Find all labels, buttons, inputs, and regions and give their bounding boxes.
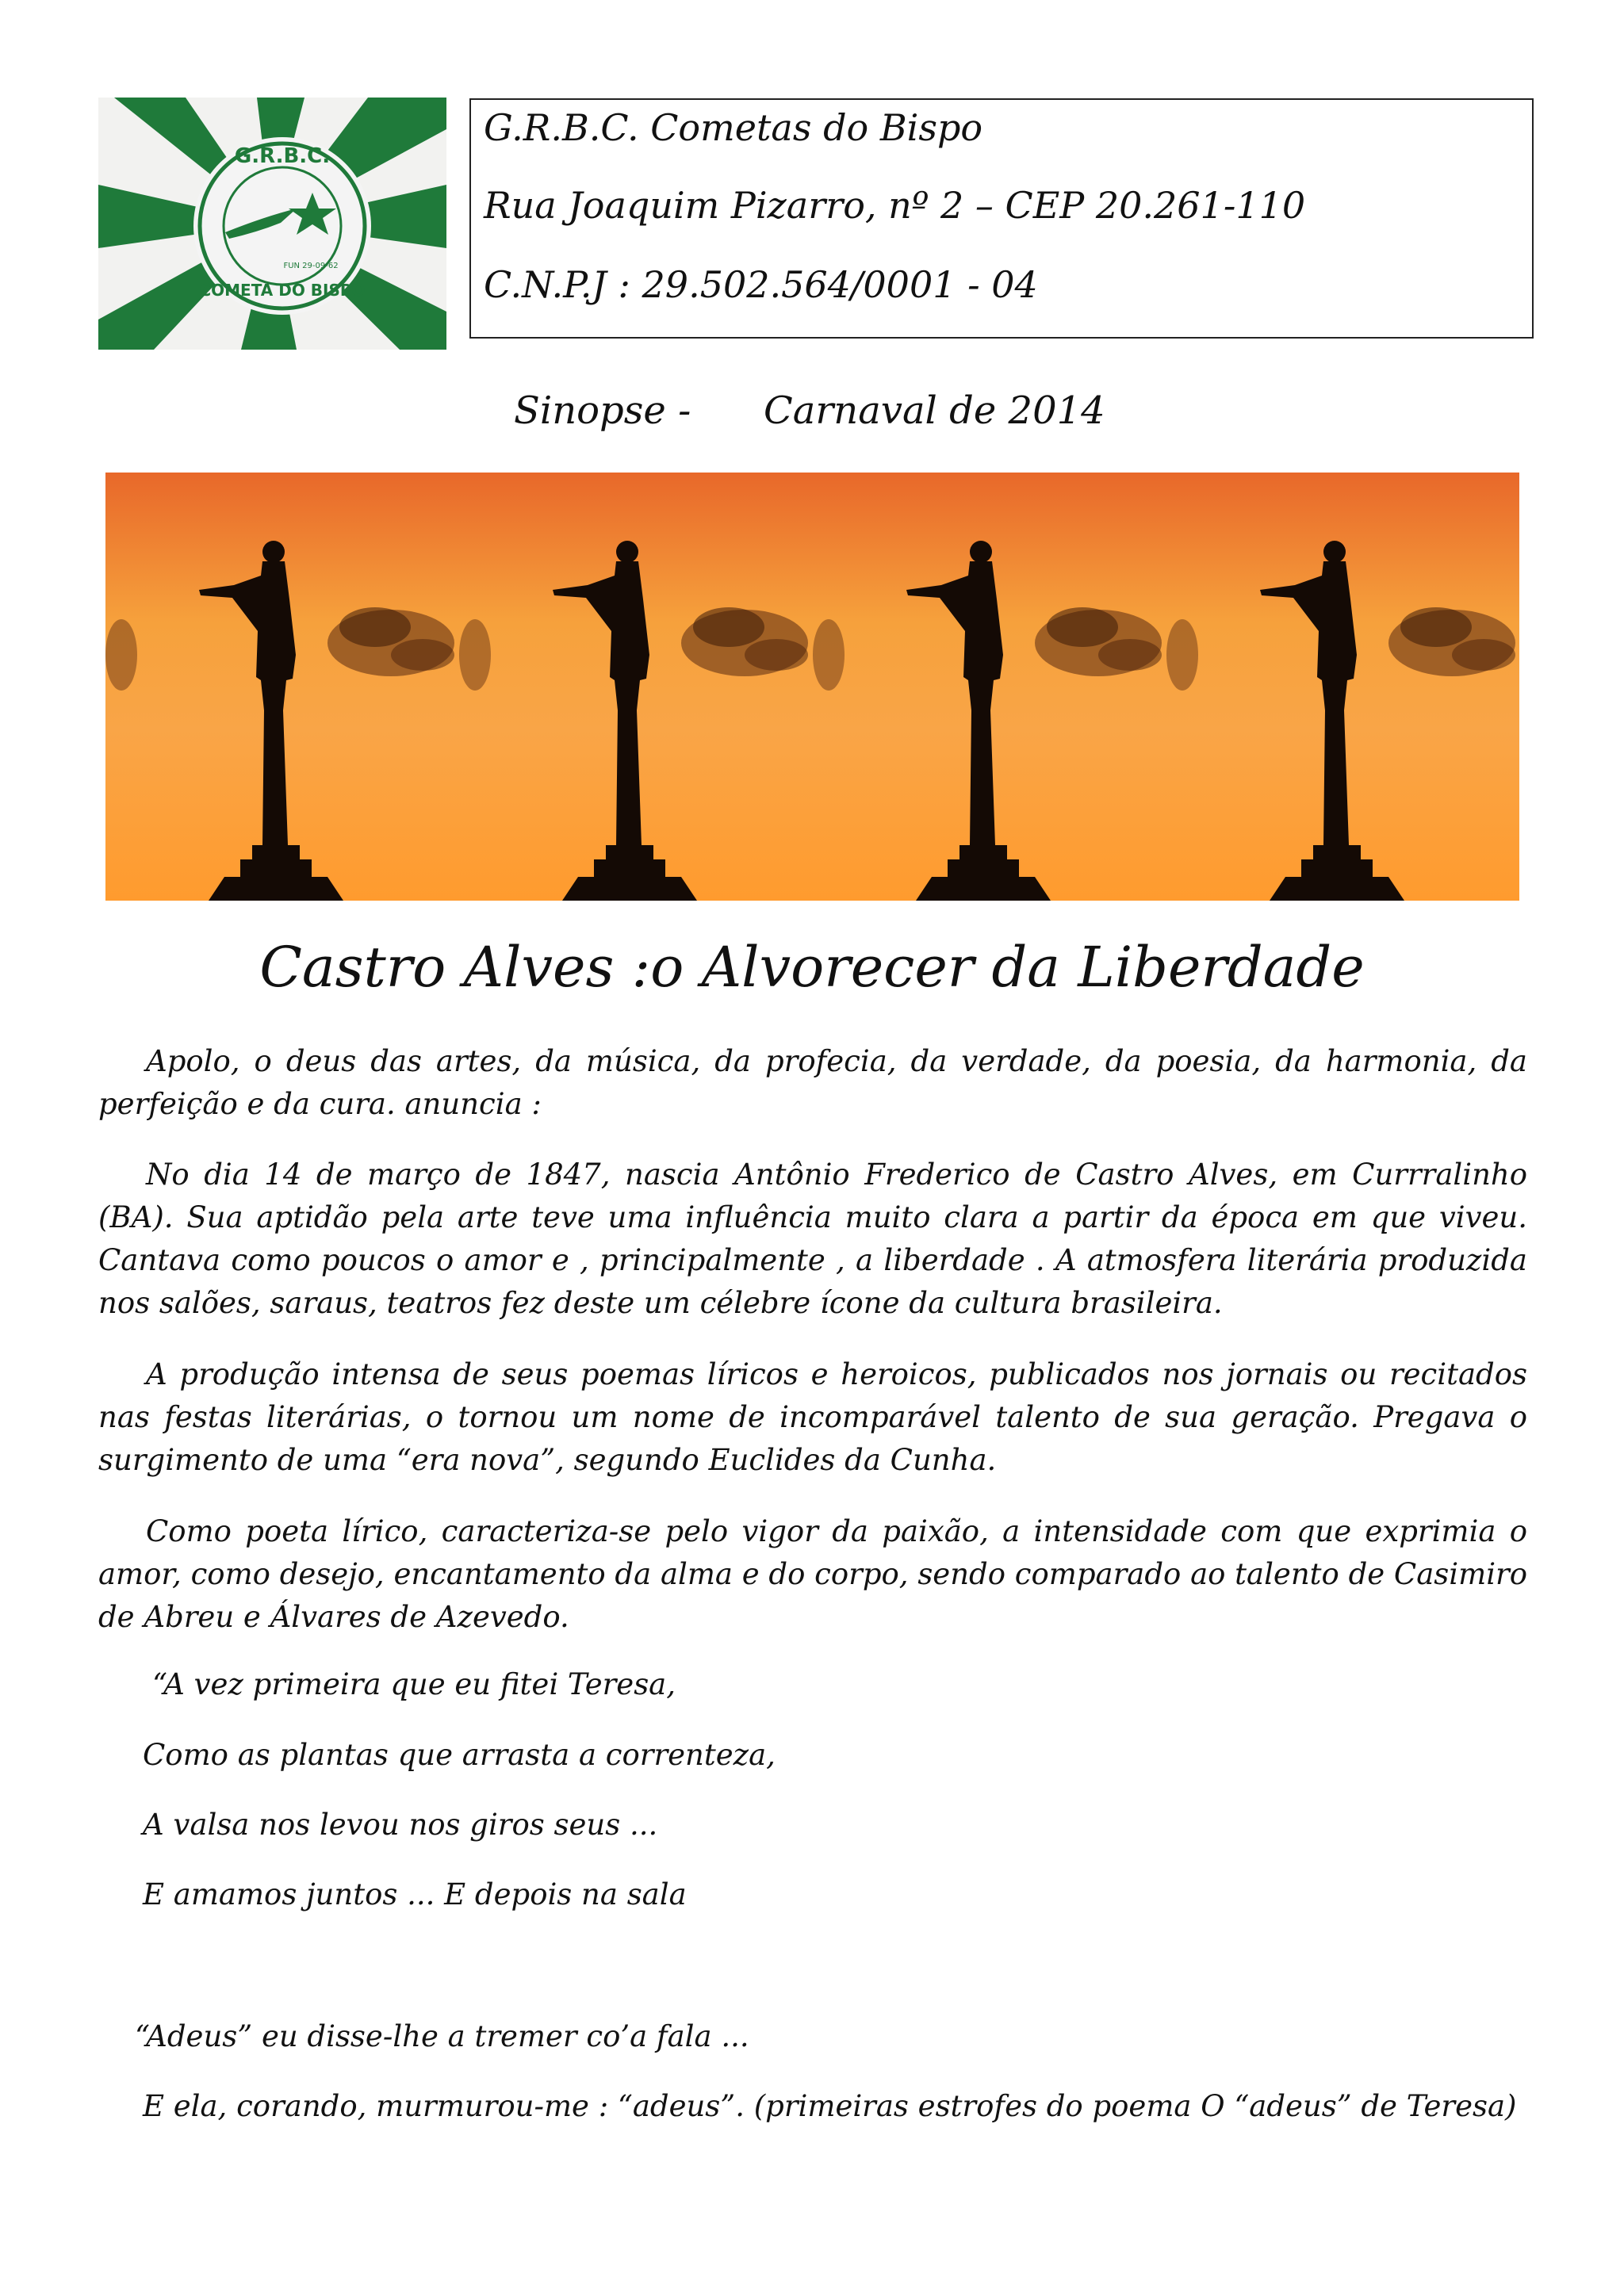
castro-alves-statue-banner — [105, 473, 1519, 901]
verse-line: E ela, corando, murmurou-me : “adeus”. (primeiras estrofes do poema O “adeus” de Teresa) — [143, 2089, 1517, 2123]
paragraph-production: A produção intensa de seus poemas líricos e heroicos, publicados nos jornais ou recitados nas festas literárias, o tornou um nome de incomparável talento de sua geração. Pregava o surgimento de uma “era nova”, segundo Euclides da Cunha. — [98, 1357, 1527, 1477]
school-address: Rua Joaquim Pizarro, nº 2 – CEP 20.261-110 — [484, 184, 1306, 227]
subtitle-carnaval: Carnaval de 2014 — [764, 388, 1105, 433]
page-title: Castro Alves :o Alvorecer da Liberdade — [259, 935, 1365, 1000]
paragraph-birth: No dia 14 de março de 1847, nascia Antônio Frederico de Castro Alves, em Currralinho (BA). Sua aptidão pela arte teve uma influência muito clara a partir da época em que viveu. Cantava como poucos o amor e , principalmente , a liberdade . A atmosfera literária produzida nos salões, saraus, teatros fez deste um célebre ícone da cultura brasileira. — [98, 1158, 1527, 1320]
header-address-box — [469, 98, 1534, 339]
school-flag-image — [98, 98, 446, 350]
paragraph-apolo: Apolo, o deus das artes, da música, da profecia, da verdade, da poesia, da harmonia, da perfeição e da cura. anuncia : — [98, 1044, 1527, 1121]
flag-ring-text: COMETA DO BISPO — [199, 281, 366, 300]
verse-line: “A vez primeira que eu fitei Teresa, — [152, 1667, 676, 1701]
verse-line: Como as plantas que arrasta a correnteza, — [143, 1738, 776, 1772]
paragraph-lyric-poet: Como poeta lírico, caracteriza-se pelo vigor da paixão, a intensidade com que exprimia o amor, como desejo, encantamento da alma e do corpo, sendo comparado ao talento de Casimiro de Abreu e Álvares de Azevedo. — [98, 1514, 1527, 1634]
verse-line: “Adeus” eu disse-lhe a tremer co’a fala ... — [135, 2019, 749, 2053]
school-cnpj: C.N.P.J : 29.502.564/0001 - 04 — [484, 263, 1038, 306]
flag-date-text: FUN 29-09-62 — [283, 262, 339, 270]
verse-line: E amamos juntos ... E depois na sala — [143, 1877, 687, 1911]
flag-top-text: G.R.B.C. — [234, 144, 331, 168]
subtitle-sinopse: Sinopse - — [514, 388, 691, 433]
school-name: G.R.B.C. Cometas do Bispo — [484, 106, 983, 149]
verse-line: A valsa nos levou nos giros seus ... — [143, 1808, 658, 1842]
